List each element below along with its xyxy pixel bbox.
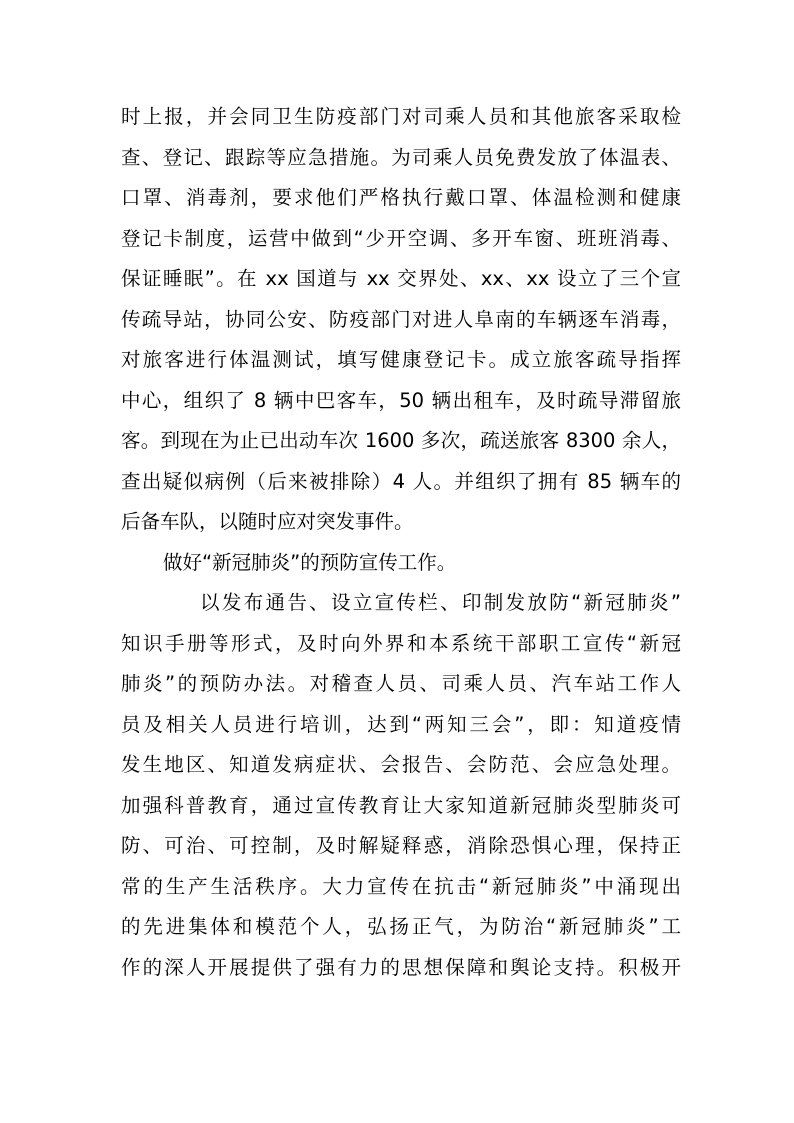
paragraph-line: 知识手册等形式，及时向外界和本系统干部职工宣传“新冠 [121,632,681,655]
paragraph-line: 登记卡制度，运营中做到“少开空调、多开车窗、班班消毒、 [121,227,681,250]
paragraph-line: 防、可治、可控制，及时解疑释惑，消除恐惧心理，保持正 [121,834,681,857]
paragraph-line: 客。到现在为止已出动车次 1600 多次，疏送旅客 8300 余人， [121,429,681,452]
paragraph-line: 口罩、消毒剂，要求他们严格执行戴口罩、体温检测和健康 [121,186,681,209]
paragraph-line: 发生地区、知道发病症状、会报告、会防范、会应急处理。 [121,753,681,776]
paragraph-line: 肺炎”的预防办法。对稽查人员、司乘人员、汽车站工作人 [121,672,681,695]
paragraph-line: 员及相关人员进行培训，达到“两知三会”，即：知道疫情 [121,713,681,736]
paragraph-line: 作的深人开展提供了强有力的思想保障和舆论支持。积极开 [121,956,681,979]
paragraph-line: 的先进集体和模范个人，弘扬正气，为防治“新冠肺炎”工 [121,915,681,938]
paragraph-line: 以发布通告、设立宣传栏、印制发放防“新冠肺炎” [200,591,681,614]
paragraph-line: 常的生产生活秩序。大力宣传在抗击“新冠肺炎”中涌现出 [121,875,681,898]
paragraph-line: 查出疑似病例（后来被排除）4 人。并组织了拥有 85 辆车的 [121,470,681,493]
paragraph-line: 查、登记、跟踪等应急措施。为司乘人员免费发放了体温表、 [121,146,681,169]
paragraph-line: 对旅客进行体温测试，填写健康登记卡。成立旅客疏导指挥 [121,348,681,371]
paragraph-line: 保证睡眠”。在 xx 国道与 xx 交界处、xx、xx 设立了三个宣 [121,267,681,290]
paragraph-line: 传疏导站，协同公安、防疫部门对进人阜南的车辆逐车消毒， [121,308,681,331]
paragraph-line: 后备车队，以随时应对突发事件。 [121,510,414,533]
section-heading: 做好“新冠肺炎”的预防宣传工作。 [163,551,457,574]
paragraph-line: 加强科普教育，通过宣传教育让大家知道新冠肺炎型肺炎可 [121,794,681,817]
paragraph-line: 时上报，并会同卫生防疫部门对司乘人员和其他旅客采取检 [121,105,681,128]
paragraph-line: 中心，组织了 8 辆中巴客车，50 辆出租车，及时疏导滞留旅 [121,389,681,412]
